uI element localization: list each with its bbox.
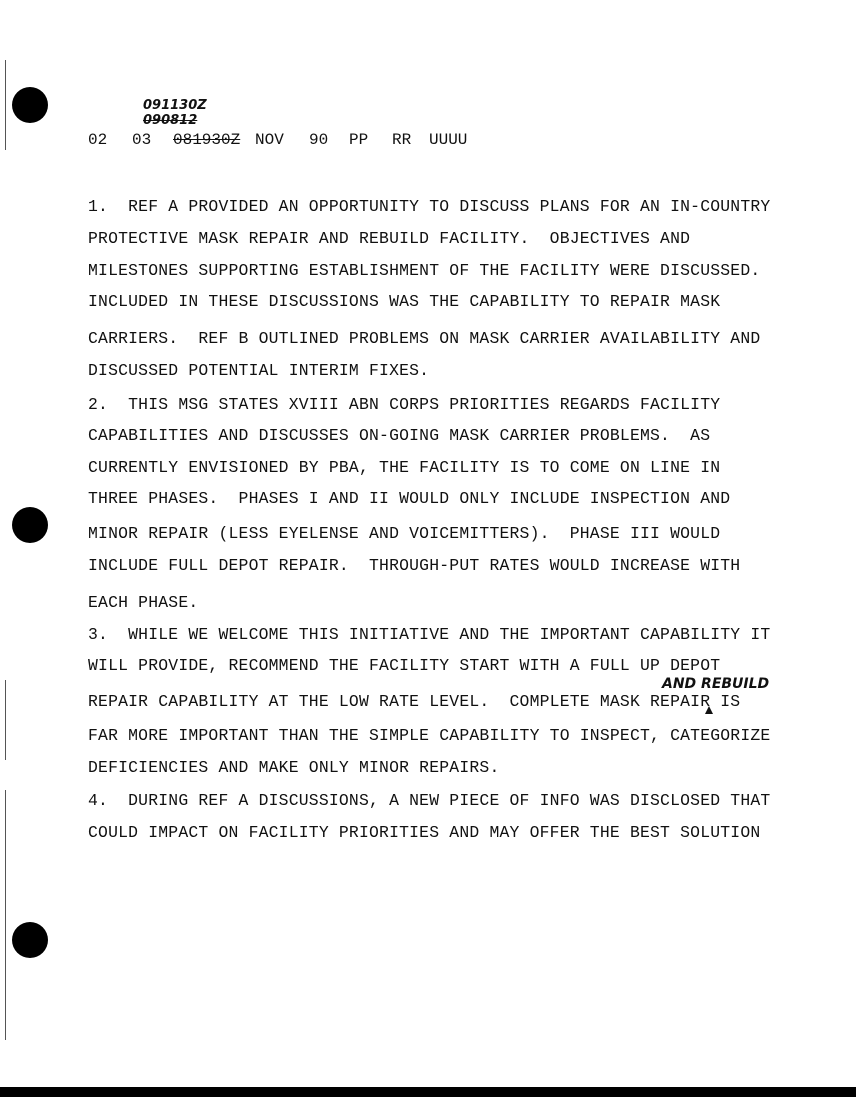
body-line: MILESTONES SUPPORTING ESTABLISHMENT OF THE FACILITY WERE DISCUSSED.	[88, 261, 761, 280]
body-line: 4. DURING REF A DISCUSSIONS, A NEW PIECE OF INFO WAS DISCLOSED THAT	[88, 791, 771, 810]
body-line: 3. WHILE WE WELCOME THIS INITIATIVE AND THE IMPORTANT CAPABILITY IT	[88, 625, 771, 644]
body-line: COULD IMPACT ON FACILITY PRIORITIES AND MAY OFFER THE BEST SOLUTION	[88, 823, 761, 842]
handwritten-dtg: 091130Z	[143, 98, 207, 113]
body-line: CARRIERS. REF B OUTLINED PROBLEMS ON MASK CARRIER AVAILABILITY AND	[88, 329, 761, 348]
punch-hole	[12, 87, 48, 123]
body-line: 1. REF A PROVIDED AN OPPORTUNITY TO DISCUSS PLANS FOR AN IN-COUNTRY	[88, 197, 771, 216]
punch-hole	[12, 507, 48, 543]
body-line: WILL PROVIDE, RECOMMEND THE FACILITY START WITH A FULL UP DEPOT	[88, 656, 721, 675]
handwritten-dtg-struck: 090812	[143, 113, 198, 128]
body-line: INCLUDE FULL DEPOT REPAIR. THROUGH-PUT RATES WOULD INCREASE WITH	[88, 556, 741, 575]
body-line: THREE PHASES. PHASES I AND II WOULD ONLY INCLUDE INSPECTION AND	[88, 489, 731, 508]
header-month: NOV	[255, 131, 284, 149]
handwritten-insert: AND REBUILD	[662, 676, 770, 692]
body-line: DISCUSSED POTENTIAL INTERIM FIXES.	[88, 361, 430, 380]
header-year: 90	[309, 131, 329, 149]
body-line: INCLUDED IN THESE DISCUSSIONS WAS THE CAPABILITY TO REPAIR MASK	[88, 292, 721, 311]
body-line: MINOR REPAIR (LESS EYELENSE AND VOICEMITTERS). PHASE III WOULD	[88, 524, 721, 543]
scan-bottom-bar	[0, 1087, 856, 1097]
body-line: EACH PHASE.	[88, 593, 199, 612]
punch-hole	[12, 922, 48, 958]
header-dtg: 081930Z	[173, 131, 241, 149]
body-line: PROTECTIVE MASK REPAIR AND REBUILD FACILITY. OBJECTIVES AND	[88, 229, 691, 248]
body-line: DEFICIENCIES AND MAKE ONLY MINOR REPAIRS.	[88, 758, 500, 777]
header-precedence: PP	[349, 131, 369, 149]
scan-edge	[5, 60, 6, 150]
scan-edge	[5, 680, 6, 760]
header-precedence: RR	[392, 131, 412, 149]
header-field: 03	[132, 131, 152, 149]
body-line: 2. THIS MSG STATES XVIII ABN CORPS PRIORITIES REGARDS FACILITY	[88, 395, 721, 414]
body-line: REPAIR CAPABILITY AT THE LOW RATE LEVEL. COMPLETE MASK REPAIR IS	[88, 692, 741, 711]
header-classification: UUUU	[429, 131, 468, 149]
body-line: FAR MORE IMPORTANT THAN THE SIMPLE CAPABILITY TO INSPECT, CATEGORIZE	[88, 726, 771, 745]
body-line: CAPABILITIES AND DISCUSSES ON-GOING MASK CARRIER PROBLEMS. AS	[88, 426, 711, 445]
scan-edge	[5, 790, 6, 1040]
insert-caret	[705, 706, 713, 714]
header-field: 02	[88, 131, 108, 149]
body-line: CURRENTLY ENVISIONED BY PBA, THE FACILITY IS TO COME ON LINE IN	[88, 458, 721, 477]
